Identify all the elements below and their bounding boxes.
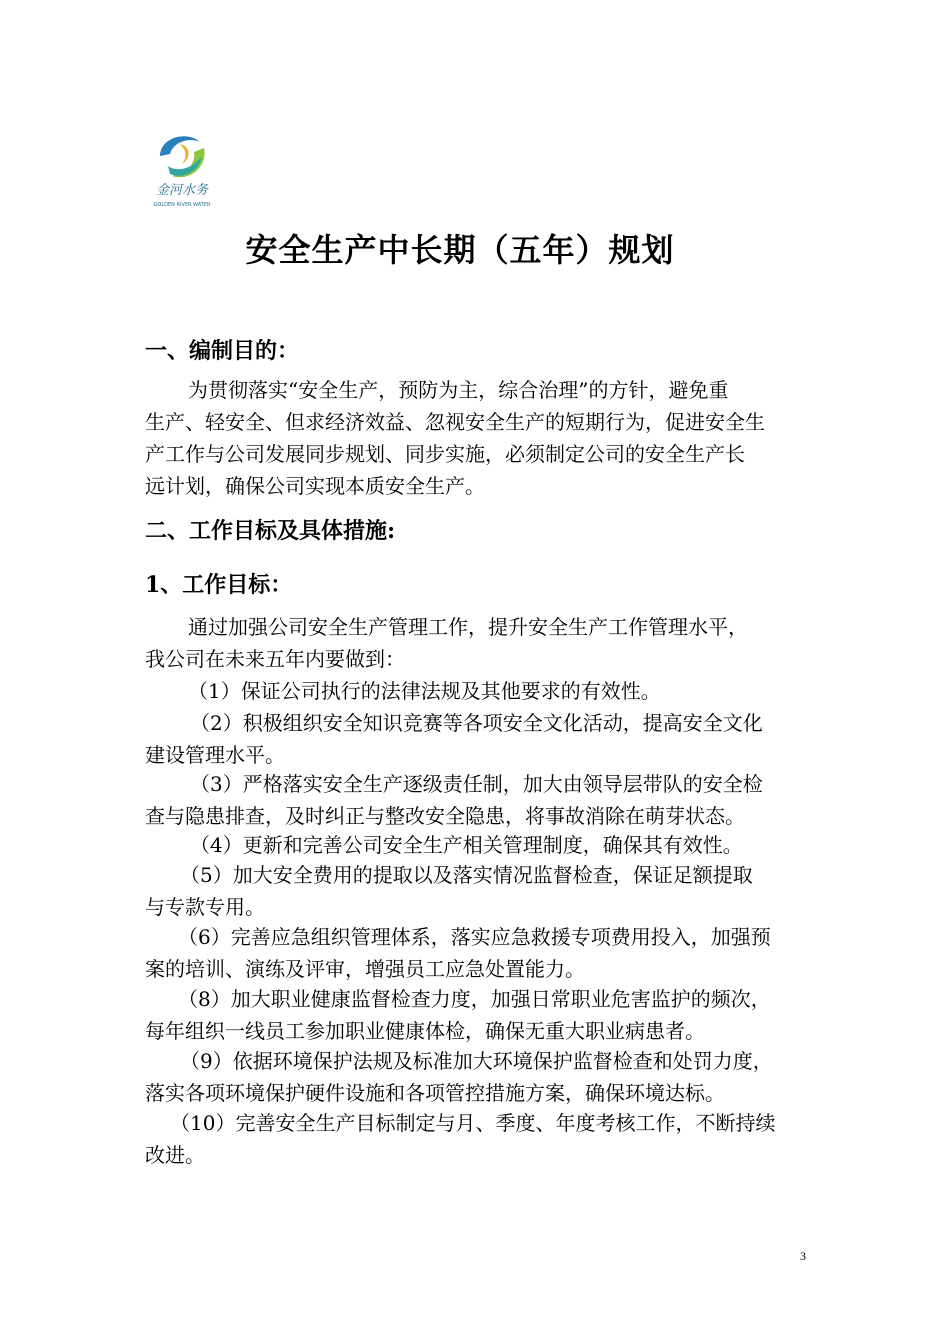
goal-item-9: （9）依据环境保护法规及标准加大环境保护监督检查和处罚力度， 落实各项环境保护硬件设施和各项管控措施方案，确保环境达标。 [145, 1049, 773, 1105]
company-logo [146, 126, 218, 212]
svg-text:GOLDEN RIVER WATER: GOLDEN RIVER WATER [153, 202, 211, 208]
goal-item-8: （8）加大职业健康监督检查力度，加强日常职业危害监护的频次， 每年组织一线员工参加职业健康体检，确保无重大职业病患者。 [145, 987, 771, 1043]
goal-item-4: （4）更新和完善公司安全生产相关管理制度，确保其有效性。 [190, 833, 743, 857]
svg-text:金河水务: 金河水务 [155, 183, 209, 198]
section-heading-goals-measures: 二、工作目标及具体措施: [145, 518, 396, 544]
goal-item-3: （3）严格落实安全生产逐级责任制，加大由领导层带队的安全检 查与隐患排查，及时纠正与整改安全隐患，将事故消除在萌芽状态。 [145, 772, 763, 828]
goal-item-10: （10）完善安全生产目标制定与月、季度、年度考核工作，不断持续 改进。 [145, 1111, 776, 1167]
purpose-paragraph: 为贯彻落实“安全生产，预防为主，综合治理”的方针，避免重 生产、轻安全、但求经济效益、忽视安全生产的短期行为，促进安全生 产工作与公司发展同步规划、同步实施，必须制定公司的安全生产长 远计划，确保公司实现本质安全生产。 [145, 378, 765, 498]
goals-intro-paragraph: 通过加强公司安全生产管理工作，提升安全生产工作管理水平， 我公司在未来五年内要做到： [145, 615, 748, 671]
section-heading-work-goals: 1、工作目标： [145, 572, 293, 598]
golden-river-water-logo-icon [146, 126, 218, 212]
goal-item-1: （1）保证公司执行的法律法规及其他要求的有效性。 [188, 679, 661, 703]
goal-item-2: （2）积极组织安全知识竞赛等各项安全文化活动，提高安全文化 建设管理水平。 [145, 711, 763, 767]
document-title: 安全生产中长期（五年）规划 [245, 231, 675, 269]
goal-item-6: （6）完善应急组织管理体系，落实应急救援专项费用投入，加强预 案的培训、演练及评审，增强员工应急处置能力。 [145, 925, 771, 981]
page-number: 3 [800, 1249, 806, 1263]
section-heading-purpose: 一、编制目的： [145, 338, 300, 364]
goal-item-5: （5）加大安全费用的提取以及落实情况监督检查，保证足额提取 与专款专用。 [145, 863, 753, 919]
